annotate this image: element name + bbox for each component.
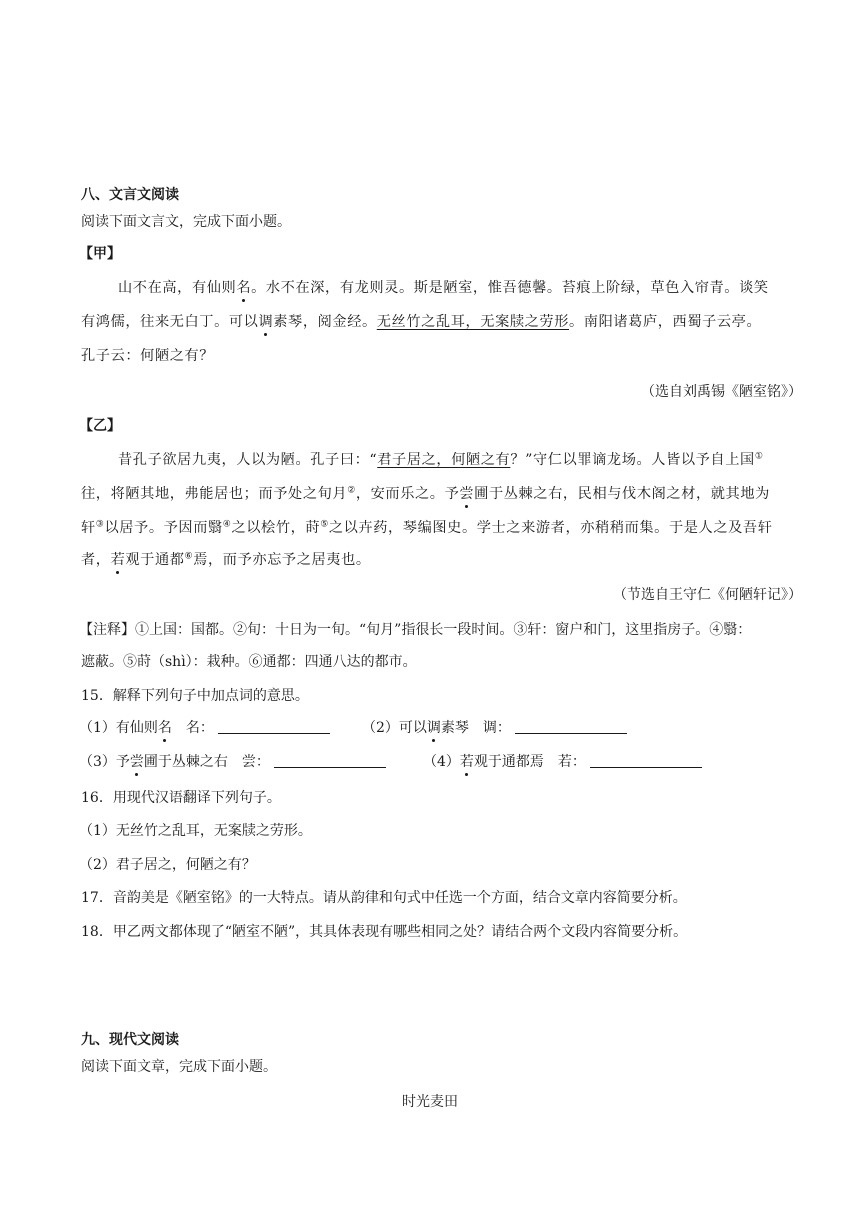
dotted-char: 名 bbox=[236, 280, 252, 296]
passage-jia-line-2: 有鸿儒，往来无白丁。可以调素琴，阅金经。无丝竹之乱耳，无案牍之劳形。南阳诸葛庐，西蜀子云亭。 bbox=[81, 314, 762, 330]
section-8-heading: 八、文言文阅读 bbox=[81, 187, 179, 203]
passage-jia-line-1: 山不在高，有仙则名。水不在深，有龙则灵。斯是陋室，惟吾德馨。苔痕上阶绿，草色入帘青。谈笑 bbox=[118, 280, 769, 296]
passage-yi-line-2: 往，将陋其地，弗能居也；而予处之旬月②，安而乐之。予尝圃于丛棘之右，民相与伐木阁之材，就其地为 bbox=[81, 485, 770, 502]
answer-blank[interactable] bbox=[590, 753, 702, 768]
passage-yi-line-1: 昔孔子欲居九夷，人以为陋。孔子曰：“君子居之，何陋之有？”守仁以罪谪龙场。人皆以予自上国① bbox=[118, 451, 764, 468]
passage-yi-line-4: 者，若观于通都⑥焉，而予亦忘予之居夷也。 bbox=[81, 551, 371, 568]
question-16-item-2: （2）君子居之，何陋之有？ bbox=[79, 857, 256, 873]
passage-yi-line-3: 轩③以居予。予因而翳④之以桧竹，莳⑤之以卉药，琴编图史。学士之来游者，亦稍稍而集。于是人之及吾轩 bbox=[81, 519, 773, 536]
section-9-heading: 九、现代文阅读 bbox=[81, 1032, 179, 1048]
passage-jia-label: 【甲】 bbox=[79, 246, 121, 262]
dotted-char: 调 bbox=[426, 720, 441, 736]
answer-blank[interactable] bbox=[218, 719, 330, 734]
dotted-char: 若 bbox=[110, 552, 126, 568]
passage-yi-label: 【乙】 bbox=[79, 418, 121, 434]
section-8-instruction: 阅读下面文言文，完成下面小题。 bbox=[81, 214, 291, 230]
dotted-char: 尝 bbox=[129, 754, 144, 770]
section-9-instruction: 阅读下面文章，完成下面小题。 bbox=[81, 1059, 277, 1075]
underlined-sentence: 君子居之，何陋之有 bbox=[377, 452, 511, 468]
article-title: 时光麦田 bbox=[402, 1094, 458, 1110]
dotted-char: 名 bbox=[157, 720, 172, 736]
passage-jia-source: （选自刘禹锡《陋室铭》） bbox=[641, 384, 802, 400]
passage-yi-source: （节选自王守仁《何陋轩记》） bbox=[613, 587, 802, 603]
question-15-item-3: （3）予尝圃于丛棘之右 尝： bbox=[79, 752, 386, 772]
question-15: 15．解释下列句子中加点词的意思。 bbox=[81, 688, 309, 704]
answer-blank[interactable] bbox=[274, 753, 386, 768]
dotted-char: 若 bbox=[459, 754, 474, 770]
answer-blank[interactable] bbox=[515, 719, 627, 734]
question-15-item-2: （2）可以调素琴 调： bbox=[362, 718, 627, 738]
passage-jia-line-3: 孔子云：何陋之有？ bbox=[81, 348, 215, 364]
annotation-line-2: 遮蔽。⑤莳（shì）：栽种。⑥通都：四通八达的都市。 bbox=[81, 654, 417, 670]
dotted-char: 调 bbox=[258, 314, 274, 330]
question-16: 16．用现代汉语翻译下列句子。 bbox=[81, 790, 281, 806]
question-15-item-4: （4）若观于通都焉 若： bbox=[423, 752, 702, 772]
question-16-item-1: （1）无丝竹之乱耳，无案牍之劳形。 bbox=[79, 823, 312, 839]
dotted-char: 尝 bbox=[459, 486, 475, 502]
underlined-sentence: 无丝竹之乱耳，无案牍之劳形 bbox=[376, 314, 570, 330]
annotation-line-1: 【注释】①上国：国都。②旬：十日为一旬。“旬月”指很长一段时间。③轩：窗户和门，这里指房子。④翳： bbox=[79, 622, 752, 638]
question-18: 18．甲乙两文都体现了“陋室不陋”，其具体表现有哪些相同之处？请结合两个文段内容简要分析。 bbox=[81, 924, 688, 940]
question-17: 17．音韵美是《陋室铭》的一大特点。请从韵律和句式中任选一个方面，结合文章内容简要分析。 bbox=[81, 890, 687, 906]
question-15-item-1: （1）有仙则名 名： bbox=[79, 718, 330, 738]
